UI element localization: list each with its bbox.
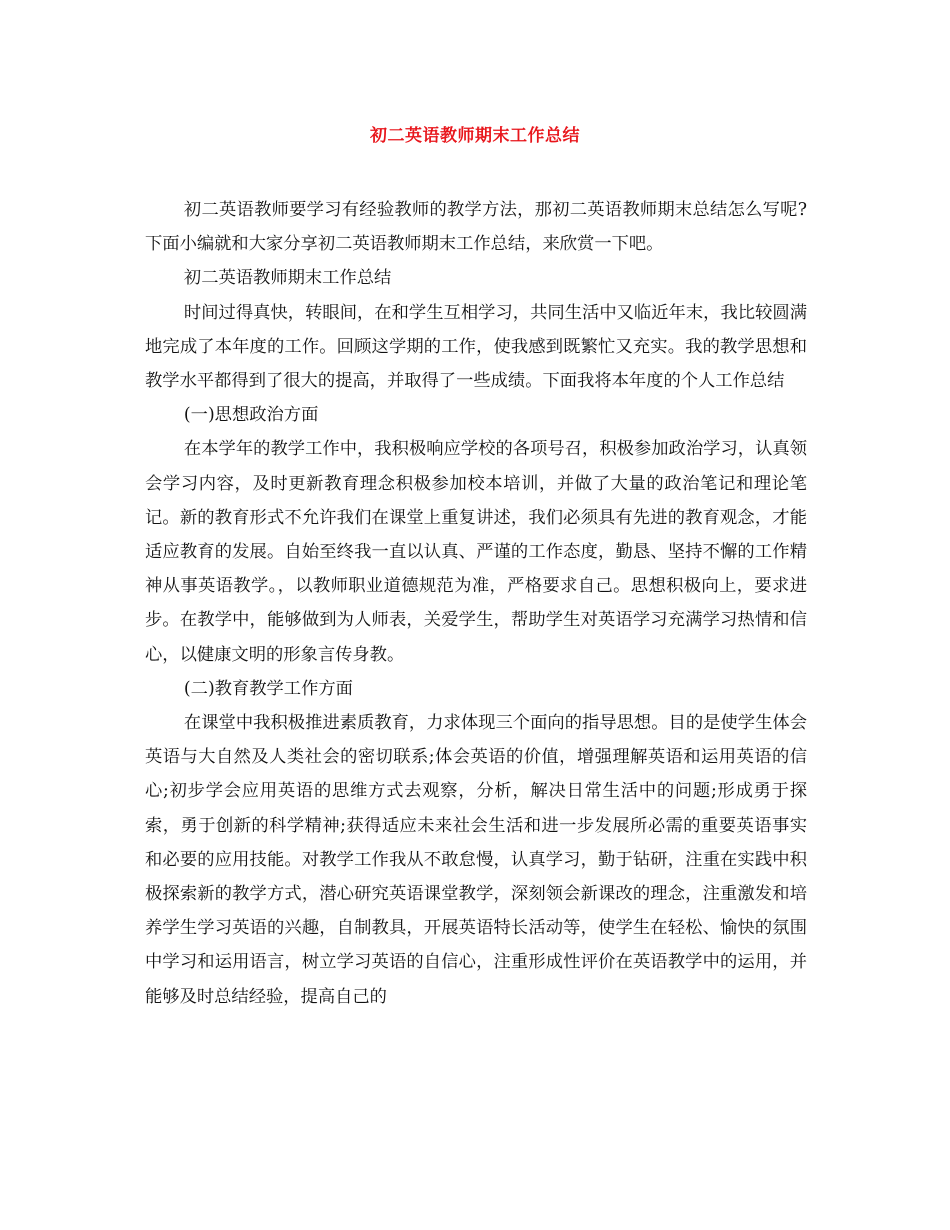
document-title: 初二英语教师期末工作总结 — [370, 126, 580, 146]
opening-paragraph: 时间过得真快，转眼间，在和学生互相学习，共同生活中又临近年末，我比较圆满地完成了本年度的工作。回顾这学期的工作，使我感到既繁忙又充实。我的教学思想和教学水平都得到了很大的提高，并取得了一些成绩。下面我将本年度的个人工作总结 — [145, 302, 807, 392]
teaching-paragraph: 在课堂中我积极推进素质教育，力求体现三个面向的指导思想。目的是使学生体会英语与大自然及人类社会的密切联系;体会英语的价值，增强理解英语和运用英语的信心;初步学会应用英语的思维方式去观察，分析，解决日常生活中的问题;形成勇于探索，勇于创新的科学精神;获得适应未来社会生活和进一步发展所必需的重要英语事实和必要的应用技能。对教学工作我从不敢怠慢，认真学习，勤于钻研，注重在实践中积极探索新的教学方式，潜心研究英语课堂教学，深刻领会新课改的理念，注重激发和培养学生学习英语的兴趣，自制教具，开展英语特长活动等，使学生在轻松、愉快的氛围中学习和运用语言，树立学习英语的自信心，注重形成性评价在英语教学中的运用，并能够及时总结经验，提高自己的 — [145, 713, 807, 1007]
political-paragraph: 在本学年的教学工作中，我积极响应学校的各项号召，积极参加政治学习，认真领会学习内容，及时更新教育理念积极参加校本培训，并做了大量的政治笔记和理论笔记。新的教育形式不允许我们在课堂上重复讲述，我们必须具有先进的教育观念，才能适应教育的发展。自始至终我一直以认真、严谨的工作态度，勤恳、坚持不懈的工作精神从事英语教学。，以教师职业道德规范为准，严格要求自己。思想积极向上，要求进步。在教学中，能够做到为人师表，关爱学生，帮助学生对英语学习充满学习热情和信心，以健康文明的形象言传身教。 — [145, 439, 807, 665]
document-body — [145, 193, 807, 1014]
subsection-heading-1: (一)思想政治方面 — [183, 405, 319, 426]
section-heading: 初二英语教师期末工作总结 — [183, 268, 392, 289]
subsection-heading-2: (二)教育教学工作方面 — [183, 678, 353, 699]
intro-paragraph: 初二英语教师要学习有经验教师的教学方法，那初二英语教师期末总结怎么写呢?下面小编就和大家分享初二英语教师期末工作总结，来欣赏一下吧。 — [145, 200, 807, 255]
